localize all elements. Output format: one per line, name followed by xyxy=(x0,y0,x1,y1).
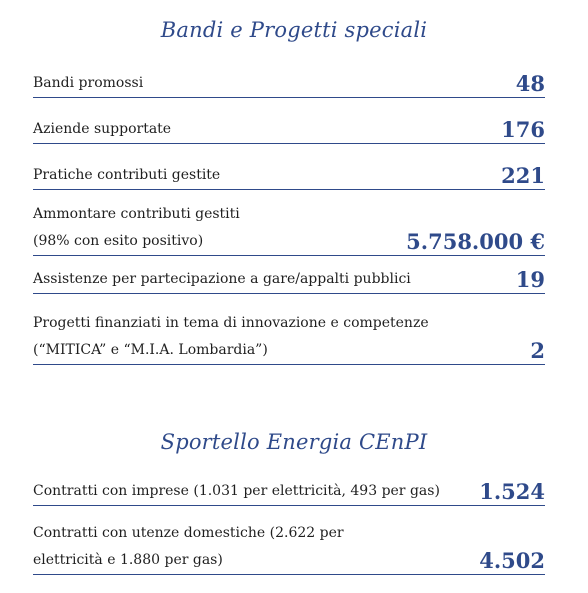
section-title-sportello-energia: Sportello Energia CEnPI xyxy=(160,430,428,454)
stat-row-progetti-finanziati xyxy=(33,310,545,365)
stat-label-line2: elettricità e 1.880 per gas) xyxy=(33,552,223,568)
stat-row-contratti-domestiche xyxy=(33,520,545,575)
stat-value: 176 xyxy=(501,117,545,142)
stat-value: 19 xyxy=(515,267,545,292)
stat-label: Bandi promossi xyxy=(33,75,144,91)
stat-row-assistenze-gare xyxy=(33,266,545,294)
stat-label: Contratti con imprese (1.031 per elettricità, 493 per gas) xyxy=(33,483,440,499)
stat-value: 2 xyxy=(530,338,545,363)
stat-label-line1: Contratti con utenze domestiche (2.622 per xyxy=(33,525,344,541)
stat-row-contratti-imprese xyxy=(33,478,545,506)
stat-row-ammontare-contributi xyxy=(33,201,545,256)
stat-value: 1.524 xyxy=(479,479,545,504)
stat-label: Pratiche contributi gestite xyxy=(33,167,221,183)
stat-label: Assistenze per partecipazione a gare/appalti pubblici xyxy=(33,271,411,287)
stat-label-line2: (98% con esito positivo) xyxy=(33,233,204,249)
stat-value: 48 xyxy=(515,71,545,96)
stat-value: 4.502 xyxy=(479,548,545,573)
stat-row-aziende-supportate xyxy=(33,116,545,144)
stat-row-pratiche-contributi xyxy=(33,162,545,190)
stat-label-line1: Ammontare contributi gestiti xyxy=(33,206,240,222)
stat-value: 5.758.000 € xyxy=(406,229,545,254)
stat-label: Aziende supportate xyxy=(33,121,172,137)
stat-label-line2: (“MITICA” e “M.I.A. Lombardia”) xyxy=(33,342,268,358)
section-title-bandi: Bandi e Progetti speciali xyxy=(160,18,428,42)
stat-label-line1: Progetti finanziati in tema di innovazione e competenze xyxy=(33,315,429,331)
stat-row-bandi-promossi xyxy=(33,70,545,98)
stat-value: 221 xyxy=(501,163,545,188)
